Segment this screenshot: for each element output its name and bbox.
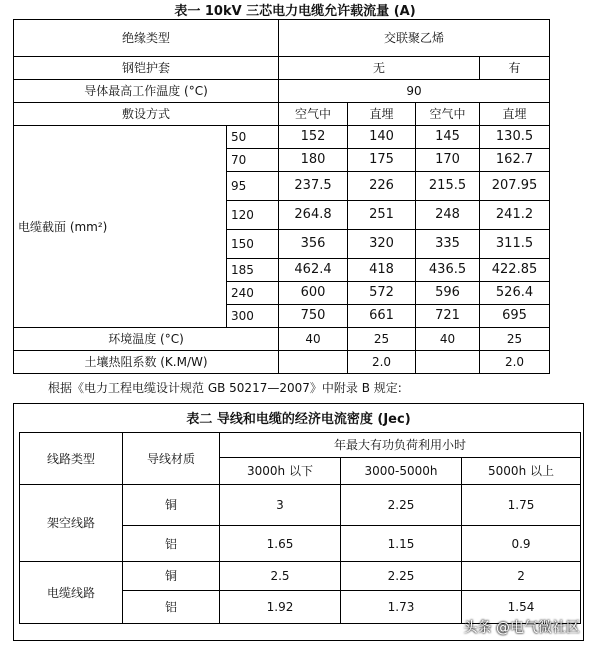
density-cell: 2.5 (220, 562, 341, 591)
ampacity-cell: 170 (416, 149, 480, 172)
density-cell: 1.73 (341, 591, 462, 624)
material: 铜 (123, 562, 220, 591)
density-cell: 2.25 (341, 485, 462, 526)
laying-mode: 空气中 (416, 103, 480, 126)
hour-range: 3000-5000h (341, 458, 462, 485)
ampacity-cell: 180 (279, 149, 348, 172)
ampacity-cell: 436.5 (416, 259, 480, 282)
current-density-table (19, 432, 581, 624)
ampacity-cell: 572 (348, 282, 416, 305)
section-size: 70 (227, 149, 279, 172)
ampacity-cell: 237.5 (279, 172, 348, 201)
section-size: 240 (227, 282, 279, 305)
hour-range: 5000h 以上 (462, 458, 581, 485)
density-cell: 1.15 (341, 526, 462, 562)
ampacity-cell: 721 (416, 305, 480, 328)
section-size: 150 (227, 230, 279, 259)
ampacity-cell: 145 (416, 126, 480, 149)
ampacity-cell: 226 (348, 172, 416, 201)
ampacity-cell: 418 (348, 259, 416, 282)
insulation-value: 交联聚乙烯 (279, 20, 550, 57)
laying-label: 敷设方式 (14, 103, 279, 126)
ampacity-cell: 695 (480, 305, 550, 328)
density-cell: 2.25 (341, 562, 462, 591)
hours-label: 年最大有功负荷利用小时 (220, 433, 581, 458)
ampacity-cell: 422.85 (480, 259, 550, 282)
ambient-label: 环境温度 (°C) (14, 328, 279, 351)
ampacity-cell: 241.2 (480, 201, 550, 230)
ampacity-cell: 335 (416, 230, 480, 259)
ampacity-cell: 152 (279, 126, 348, 149)
section-size: 185 (227, 259, 279, 282)
material-label: 导线材质 (123, 433, 220, 485)
soil-value (416, 351, 480, 374)
ampacity-cell: 264.8 (279, 201, 348, 230)
ampacity-cell: 130.5 (480, 126, 550, 149)
material: 铝 (123, 591, 220, 624)
max-temp-label: 导体最高工作温度 (°C) (14, 80, 279, 103)
section-size: 120 (227, 201, 279, 230)
ampacity-cell: 175 (348, 149, 416, 172)
ambient-value: 40 (279, 328, 348, 351)
ampacity-cell: 462.4 (279, 259, 348, 282)
section-size: 50 (227, 126, 279, 149)
ampacity-cell: 526.4 (480, 282, 550, 305)
ampacity-cell: 661 (348, 305, 416, 328)
density-cell: 0.9 (462, 526, 581, 562)
ampacity-cell: 320 (348, 230, 416, 259)
max-temp-value: 90 (279, 80, 550, 103)
table2-title: 表二 导线和电缆的经济电流密度 (Jec) (186, 412, 411, 427)
density-cell: 1.65 (220, 526, 341, 562)
line-type: 电缆线路 (20, 562, 123, 624)
insulation-label: 绝缘类型 (14, 20, 279, 57)
ampacity-cell: 215.5 (416, 172, 480, 201)
laying-mode: 直埋 (480, 103, 550, 126)
line-type-label: 线路类型 (20, 433, 123, 485)
ampacity-cell: 248 (416, 201, 480, 230)
armor-no: 无 (279, 57, 480, 80)
ampacity-cell: 251 (348, 201, 416, 230)
ampacity-cell: 311.5 (480, 230, 550, 259)
line-type: 架空线路 (20, 485, 123, 562)
section-size: 300 (227, 305, 279, 328)
laying-mode: 直埋 (348, 103, 416, 126)
armor-yes: 有 (480, 57, 550, 80)
cable-ampacity-table (13, 19, 550, 374)
hour-range: 3000h 以下 (220, 458, 341, 485)
ampacity-cell: 356 (279, 230, 348, 259)
section-label: 电缆截面 (mm²) (14, 126, 227, 328)
density-cell: 3 (220, 485, 341, 526)
laying-mode: 空气中 (279, 103, 348, 126)
density-cell: 1.75 (462, 485, 581, 526)
soil-value (279, 351, 348, 374)
ambient-value: 25 (348, 328, 416, 351)
watermark: 头条 @电气微社区 (463, 620, 580, 636)
section-size: 95 (227, 172, 279, 201)
table1-title: 表一 10kV 三芯电力电缆允许载流量 (A) (174, 4, 416, 19)
ambient-value: 25 (480, 328, 550, 351)
soil-label: 土壤热阻系数 (K.M/W) (14, 351, 279, 374)
density-cell: 2 (462, 562, 581, 591)
soil-value: 2.0 (480, 351, 550, 374)
ampacity-cell: 162.7 (480, 149, 550, 172)
material: 铜 (123, 485, 220, 526)
ampacity-cell: 596 (416, 282, 480, 305)
material: 铝 (123, 526, 220, 562)
density-cell: 1.54 (462, 591, 581, 624)
soil-value: 2.0 (348, 351, 416, 374)
ampacity-cell: 207.95 (480, 172, 550, 201)
ampacity-cell: 140 (348, 126, 416, 149)
ambient-value: 40 (416, 328, 480, 351)
armor-label: 钢铠护套 (14, 57, 279, 80)
standard-note: 根据《电力工程电缆设计规范 GB 50217—2007》中附录 B 规定: (48, 381, 402, 395)
ampacity-cell: 600 (279, 282, 348, 305)
ampacity-cell: 750 (279, 305, 348, 328)
density-cell: 1.92 (220, 591, 341, 624)
